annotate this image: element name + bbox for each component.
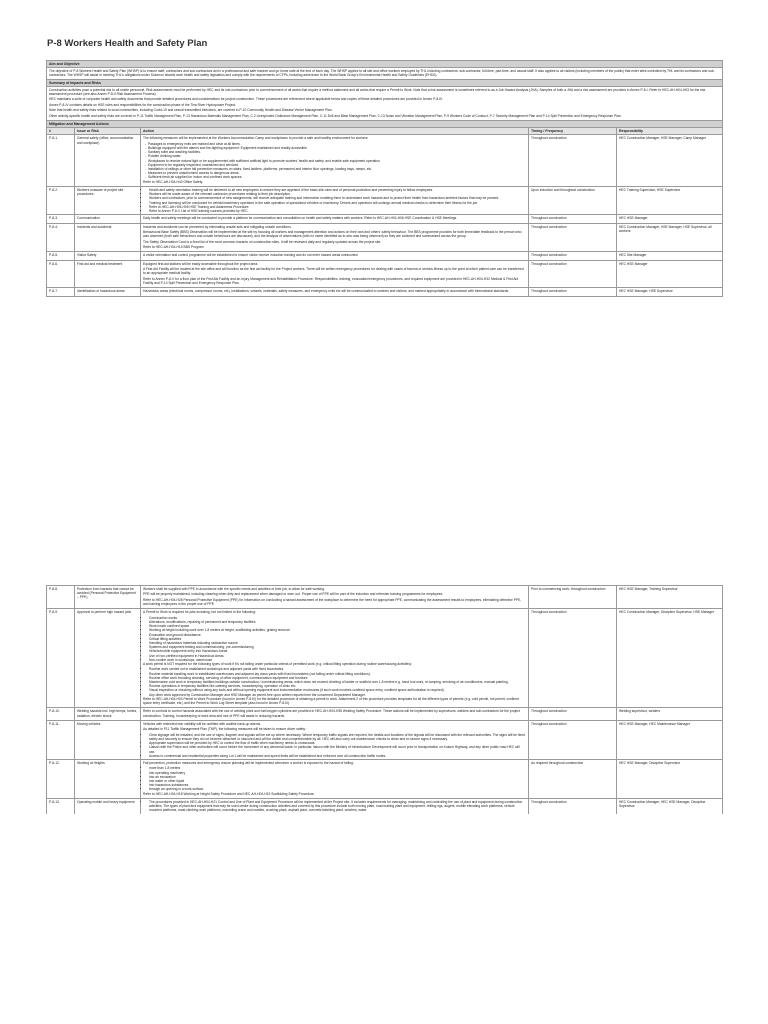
- table-row: [47, 799, 723, 814]
- action-intro: As detailed in P11 Traffic Management Plan (TMP), the following measures will be taken to ensure driver safety:: [143, 727, 306, 732]
- table-row: [47, 186, 723, 214]
- table-row: [47, 252, 723, 260]
- action-list: [143, 733, 526, 758]
- row-number: P-8-11.: [47, 721, 75, 760]
- action-list-item: • through an opening in a work surface.: [149, 787, 526, 791]
- row-responsibility: HEC Construction Manager, HSE Manager, Camp Manager: [617, 135, 723, 187]
- row-number: P-8-9.: [47, 609, 75, 708]
- action-list-item: - Installation of railings or other fall prevention measures on stairs, fixed ladders, platforms, permanent and interim floor openings, loading bays, ramps, etc.: [151, 167, 526, 171]
- action-list-item: • Vehicle/mobile equipment entry into Hazardous Areas: [149, 649, 526, 653]
- row-issue: General safety (office, accommodation and workplace): [75, 135, 141, 187]
- row-timing: Throughout construction: [529, 288, 617, 296]
- row-timing: Throughout construction: [529, 215, 617, 223]
- row-issue: Workers unaware of project site procedures: [75, 186, 141, 214]
- row-timing: Throughout construction: [529, 708, 617, 721]
- action-paragraph: Refer to HEC-AH-H04-H28 Personal Protective Equipment (PPE) for information on conducting a hazard assessment of the workplace to determine the need for appropriate PPE, communicating the assessment results to employees, eliminating defective PPE, and training employees in the proper use of PPE.: [143, 597, 522, 606]
- table-row: [47, 215, 723, 223]
- row-action: [141, 215, 529, 223]
- action-list: [143, 766, 526, 791]
- row-action: [141, 260, 529, 288]
- column-header: Timing / Frequency: [529, 128, 617, 135]
- row-issue: Welding hazards incl. high temps, fumes, radiation, electric shock: [75, 708, 141, 721]
- action-paragraph: Workers shall be supplied with PPE in accordance with the specific needs and activities of their job, to allow for safe working.: [143, 587, 325, 591]
- column-header: Issue or Risk: [75, 128, 141, 135]
- column-header: Responsibility: [617, 128, 723, 135]
- row-timing: Throughout construction: [529, 252, 617, 260]
- action-text: Hazardous areas (electrical rooms, compressor rooms, etc), installations, vessels, materials, safety measures, and emergency exits etc will be communicated to workers and visitors, and marked appropriately in accordance with international standards.: [143, 289, 510, 294]
- row-timing: Throughout construction: [529, 260, 617, 288]
- action-list-item: • Critical lifting activities: [149, 637, 526, 641]
- action-list-item: • Routine material handling work in established warehouses and adjacent lay down yards with fixed boundaries (not falling under critical lifting conditions).: [149, 672, 526, 676]
- action-list-item: - Sanitary toilet and washing facilities.: [151, 150, 526, 154]
- row-timing: Throughout construction: [529, 721, 617, 760]
- row-action: [141, 252, 529, 260]
- table-row: [47, 223, 723, 252]
- row-number: P-8-5.: [47, 252, 75, 260]
- action-list-item: • Refer to HEC-AH-H04-H05 HSE Training and Awareness Procedure.: [149, 205, 526, 209]
- row-responsibility: HEC Construction Manager, HEC HSE Manager, Discipline Supervisor: [617, 799, 723, 814]
- row-timing: Throughout construction: [529, 135, 617, 187]
- action-list-item: • Construction works: [149, 616, 526, 620]
- table-row: [47, 288, 723, 296]
- row-number: P-8-3.: [47, 215, 75, 223]
- action-paragraph: A First Aid Facility will be located at the site office and will function as the first aid facility for the Project workers. There will be written emergency procedures for dealing with cases of trauma or serious illness up to the point at which patient care can be transferred to an appropriate medical facility.: [143, 267, 524, 276]
- summary-paragraph: HEC maintains a suite of corporate health and safety documents that provide detailed procedures and considerations for project construction. These procedures are referenced where applicable below and copies of these detailed procedures are provided in Annex P-8-III.: [49, 97, 443, 102]
- action-list-item: - Sufficient fresh air supplied for indoor and confined work spaces.: [151, 175, 526, 179]
- action-list-item: - Potable drinking water.: [151, 154, 526, 158]
- action-list-item: • Workers will be made aware of the relevant contractor procedures relating to their job description.: [149, 192, 526, 196]
- table-row: [47, 609, 723, 708]
- action-list-item: - Workplaces to receive natural light or be supplemented with sufficient artificial light to promote workers' health and safety, and enable safe equipment operation: [151, 159, 526, 163]
- action-list-item: • Use of non-certified equipment in Hazardous Areas: [149, 654, 526, 658]
- summary-paragraph: Other activity-specific health and safety risks are covered in P-11 Traffic Management Plan, P-13 Hazardous Materials Management Plan, C-2 Unexploded Ordinance Management Plan, C-11 Drill and Blast Management Plan, C-13 Noise and Vibration Management Plan, P-9 Workers Code of Conduct, P-7 Security Management Plan and P-14 Spill Prevention and Emergency Response Plan.: [49, 113, 622, 118]
- action-list-item: • Refer to Annex P-8-V List of HSE training courses provided by HEC.: [149, 209, 526, 213]
- action-list-item: • Excavation and ground disturbance: [149, 633, 526, 637]
- action-text: Refer to controls to control hazards associated with the use of welding plant and fuel/oxygen cylinders are provided in HEC-AH-H04-H35 Welding Safety Procedure. These actions will be implemented by supervisors, welders and sub-contractors for the project construction. Training, housekeeping of work area and use of PPE will assist in reducing hazards.: [143, 709, 520, 718]
- action-list-item: • Non-routine work in workshops, warehouse: [149, 658, 526, 662]
- section-heading-summary: Summary of Impacts and Risks: [47, 79, 723, 86]
- document-page-1: [46, 38, 722, 297]
- row-responsibility: HEC HSE Manager: [617, 215, 723, 223]
- action-text: Daily health and safety meetings will be conducted to provide a platform for communication and consultation on health and safety matters with workers. Refer to HEC-AH-H04-H06 HSE Coordination & HSE Meetings.: [143, 216, 458, 221]
- action-list: [143, 616, 526, 662]
- column-header: Action: [141, 128, 529, 135]
- action-intro: A Permit to Work is required for jobs including, but not limited to the following:: [143, 610, 256, 615]
- action-list-item: • The procedures provided in HEC-AH-H04-H21 Control and Use of Plant and Equipment Procedure will be implemented at the Project site. It includes requirements for managing, maintaining and controlling the use of plant and equipment during construction activities. The types of plant and equipment that may be used onsite during construction activities and covered by this procedure include both moving plant, road making plant and equipment, drilling rigs, augers, mobile elevating work platforms, vehicle mounted platforms, mast climbing work platforms, manriding crane and cradles, crushing plant, asphalt plant, concrete batching plant, winches, water: [149, 800, 526, 813]
- table-row: [47, 760, 723, 799]
- table-row: [47, 708, 723, 721]
- column-header-row: [47, 128, 723, 135]
- action-list-item: • Systems and equipment testing and commissioning, pre-commissioning: [149, 645, 526, 649]
- row-issue: Approval to perform high hazard jobs: [75, 609, 141, 708]
- summary-paragraph: Construction activities pose a potential risk to all onsite personnel. Risk assessments must be performed by HEC and its sub-contractors prior to commencement of all works that require a method statement and all works that require a Permit to Work. Note that a risk assessment is sometimes referred to as a Job Hazard Analysis (JHA). Samples of both a JHA and a risk assessment are provided in Annex P-8-I. Refer to HEC-AH-H04-H03 for the risk assessment procedure (see also Annex P-8-II Risk Assessment Process).: [49, 87, 706, 97]
- row-timing: As required throughout construction: [529, 760, 617, 799]
- row-responsibility: HEC Training Supervisor, HSE Supervisor: [617, 186, 723, 214]
- action-list-item: • Working at height including work over 1.8 meters at height, scaffolding activities, grating removal: [149, 628, 526, 632]
- plan-table-continued: [46, 585, 723, 814]
- row-responsibility: HEC HSE Manager: [617, 260, 723, 288]
- table-row: [47, 260, 723, 288]
- action-list: [143, 142, 526, 180]
- action-paragraph: Behavioural Base Safety (BBS) Observation will be implemented at the site by focusing all workers and management attention and actions on their own and others' safety behaviour. The BBS programme provides for both immediate feedback to the person who was observed (both safe behaviours and unsafe behaviours are discussed), and the analysis of observations (with no name identified as to who was being observed) so they are collected and summarized across the group.: [143, 229, 522, 239]
- row-number: P-8-2.: [47, 186, 75, 214]
- row-action: [141, 609, 529, 708]
- row-number: P-8-8.: [47, 586, 75, 609]
- row-responsibility: HEC HSE Manager, HSE Supervisor: [617, 288, 723, 296]
- action-paragraph: Refer to HEC-AH-H04-H15 BBS Program: [143, 244, 204, 249]
- row-responsibility: HEC Construction Manager, Discipline Supervisor, HSE Manager: [617, 609, 723, 708]
- row-number: P-8-12.: [47, 760, 75, 799]
- action-list-item: • Any other work approved by Construction Manager and HSE Manager as permit-free upon written request from the concerned Department Manager.: [149, 693, 526, 697]
- action-list-item: • Workers and contractors, prior to commencement of new assignments, will receive adequate training and information enabling them to understand work hazards and to protect their health from hazardous ambient factors that may be present.: [149, 196, 526, 200]
- action-list-item: • Routine work carried out in established workshops and adjacent yards with fixed boundaries.: [149, 667, 526, 671]
- action-paragraph: The Safety Observation Card is a fixed list of the most common hazards on construction sites. It will be reviewed daily and regularly updated across the project site.: [143, 239, 382, 244]
- row-timing: Throughout construction: [529, 799, 617, 814]
- row-timing: Throughout construction: [529, 223, 617, 252]
- section-heading-mitigation: Mitigation and Management Actions: [47, 120, 723, 127]
- action-reference: Refer to HEC-AH-H04-H04 Permit to Work Procedure (found in Annex P-8-III) for the detailed procedure of obtaining a permit to work. Attachment 2 of this procedure provides templates for all the different types of permits (e.g. cold permit, hot permit, confined space entry certificate, etc.) and the Permit to Work Log Sheet template (also found in Annex P-8-III).: [143, 696, 519, 706]
- action-list-item: • Alterations, modifications, repairing of permanent and temporary facilities: [149, 620, 526, 624]
- row-responsibility: HEC HSE Manager, Training Supervisor: [617, 586, 723, 609]
- row-responsibility: HEC HSE Manager, HEC Maintenance Manager: [617, 721, 723, 760]
- row-action: [141, 586, 529, 609]
- row-number: P-8-6.: [47, 260, 75, 288]
- action-list-item: • into an excavation: [149, 775, 526, 779]
- row-timing: Upon induction and throughout construction: [529, 186, 617, 214]
- row-issue: Visitor Safety: [75, 252, 141, 260]
- row-timing: Throughout construction: [529, 609, 617, 708]
- plan-table: [46, 60, 723, 297]
- row-timing: Prior to commencing work; throughout construction: [529, 586, 617, 609]
- row-number: P-8-4.: [47, 223, 75, 252]
- action-list: [143, 800, 526, 813]
- page-title: P-8 Workers Health and Safety Plan: [47, 38, 208, 49]
- row-action: [141, 288, 529, 296]
- action-paragraph: Refer to Annex P-8-V for a floor plan of the First Aid Facility and an Injury Management and Rehabilitation Procedure. Responsibilities, training, evacuation/emergency procedures, and required equipment are provided in HEC-AH-H04-H32 Medical & First Aid Facility and P-14 Spill Prevention and Emergency Response Plan.: [143, 276, 519, 285]
- summary-text: [47, 86, 723, 120]
- row-issue: Communication: [75, 215, 141, 223]
- action-list-item: • into operating machinery: [149, 771, 526, 775]
- row-responsibility: HEC Site Manager: [617, 252, 723, 260]
- action-list-item: • Handling of hazardous materials including radioactive source: [149, 641, 526, 645]
- row-number: P-8-10.: [47, 708, 75, 721]
- action-list: [143, 667, 526, 696]
- action-paragraph: Incidents and accidents can be prevented by eliminating unsafe acts and mitigating unsafe conditions.: [143, 224, 292, 229]
- action-list-item: • Visual inspection or checking without using any tools and without opening equipment and instrumentation enclosures (if such work involves confined space entry, confined space authorization is required).: [149, 688, 526, 692]
- summary-paragraph: Note that health and safety risks related to local communities, including Covid-19 and sexual transmitted infections, are covered in P-10 Community Health and Disease Vector Management Plan.: [49, 108, 333, 113]
- row-issue: First aid and medical treatment: [75, 260, 141, 288]
- row-action: [141, 708, 529, 721]
- row-action: [141, 760, 529, 799]
- row-action: [141, 223, 529, 252]
- action-list-item: • into hazardous substances: [149, 783, 526, 787]
- action-intro: Fall prevention, protection measures and emergency rescue planning will be implemented whenever a worker is exposed to the hazard of falling:: [143, 761, 354, 765]
- action-list-item: • Appropriate supervision will be provided by HEC to control the flow of traffic when machinery needs to crossroads.: [149, 741, 526, 745]
- action-list-item: - Buildings equipped with fire alarms and fire-fighting equipment. Equipment maintained and readily accessible.: [151, 146, 526, 150]
- row-action: [141, 721, 529, 760]
- action-list-item: • more than 1.8 meters: [149, 766, 526, 770]
- document-page-2: [46, 585, 722, 814]
- section-heading-aim: Aim and Objective: [47, 61, 723, 68]
- summary-paragraph: Annex P-8-IV contains details on HSE roles and responsibilities for the construction phase of the Tina River Hydropower Project.: [49, 102, 237, 107]
- action-list-item: - Passages to emergency exits are marked and clear at all times.: [151, 142, 526, 146]
- action-reference: Refer to HEC-AH-H04-H18 Working at Height Safety Procedure and HEC-AH-H04-H19 Scaffolding Safety Procedure.: [143, 791, 315, 796]
- row-issue: Moving vehicles: [75, 721, 141, 760]
- row-number: P-8-1.: [47, 135, 75, 187]
- action-list-item: • Work inside confined space: [149, 624, 526, 628]
- action-list-item: • Training and licensing will be conducted for vehicle/machinery operators in the safe operation of specialized vehicles or machinery. Drivers and operators will undergo annual medical checks to determine their fitness for the job.: [149, 201, 526, 205]
- table-row: [47, 586, 723, 609]
- row-responsibility: HEC HSE Manager, Discipline Supervisor: [617, 760, 723, 799]
- row-issue: Protection from hazards that cannot be avoided (Personal Protective Equipment – PPE): [75, 586, 141, 609]
- action-list-item: • Clear signage will be installed, and the use of signs, flagmen and signals will be set up where necessary. Where temporary traffic signals are required, the details and locations of the signals will be discussed with the relevant authorities. The signs will be fixed safely and securely to ensure they do not become detached or obscured and will be visible and comprehensible by all. HEC will also carry out maintenance checks to clean and re-secure signs if necessary.: [149, 733, 526, 741]
- aim-text: The objective of P-8 Workers Health and Safety Plan (WHSP) is to ensure staff, contractors and sub-contractors act in a professional and safe manner and go home safe at the end of each day. The WHSP applies to all site and office workers employed by THL including contractors, sub-contractor, full-time, part-time, and casual staff. It also applies to all visitors (including members of the public) that enter sites controlled by THL and its contractors and sub-contractors. The WHSP will assist in meeting THL's obligations under Solomon Islands work health and safety legislation and comply with the requirements of CFPs, including adherence to the World Bank Group's Environmental Health and Safety Guidelines (EHSG).: [47, 68, 723, 79]
- action-list-item: • Access to commercial and residential properties along Lot 1 will be maintained and speed limits will be established and enforced over all construction traffic routes.: [149, 754, 526, 758]
- action-text: A work permit is NOT required for the following types of work if it's not falling under particular criteria of permitted work (e.g. critical lifting operation during routine warehousing activities):: [143, 662, 413, 666]
- row-issue: Operating mobile and heavy equipment: [75, 799, 141, 814]
- action-reference: Refer to HEC-AH-H04-H40 Office Safety.: [143, 179, 203, 184]
- action-list-item: • Health and safety orientation training will be delivered to all new employees to ensure they are apprised of the basic site rules and of personal protection and preventing injury to fellow employees.: [149, 188, 526, 192]
- action-paragraph: PPE will be properly maintained, including cleaning when dirty and replacement when damaged or worn out. Proper use of PPE will be part of the induction and refresher training programmes for employees.: [143, 592, 444, 597]
- action-intro: Vehicles with restricted rear visibility will be outfitted with audible back-up alarms.: [143, 722, 262, 726]
- action-list-item: • Routine office work including cleaning, servicing of office equipment, communication equipment and furniture.: [149, 676, 526, 680]
- action-list-item: - Equipment to be regularly inspected, maintained and serviced.: [151, 163, 526, 167]
- row-action: [141, 135, 529, 187]
- action-paragraph: Equipped first-aid stations will be easily accessible throughout the project area.: [143, 261, 259, 266]
- row-responsibility: Welding supervisor, welders: [617, 708, 723, 721]
- table-row: [47, 135, 723, 187]
- row-number: P-8-7.: [47, 288, 75, 296]
- row-number: P-8-13.: [47, 799, 75, 814]
- action-text: A visitor orientation and control programme will be established to ensure visitor receive induction training and do not enter hazard areas unescorted.: [143, 253, 359, 258]
- action-list-item: - Measures to prevent unauthorized access to dangerous areas.: [151, 171, 526, 175]
- row-issue: Identification of hazardous areas: [75, 288, 141, 296]
- row-issue: Working at Heights: [75, 760, 141, 799]
- action-list-item: • Liaison with the Police and other authorities will occur before the movement of any abnormal loads. In particular, liaison with the Ministry of Infrastructure Development will occur prior to transportation on Kukum Highway, and any other public road HEC will use.: [149, 745, 526, 753]
- action-list: [143, 188, 526, 213]
- row-action: [141, 799, 529, 814]
- action-intro: The following measures will be implemented at the Workers Accommodation Camp and workplaces to provide a safe and healthy environment for workers:: [143, 136, 369, 141]
- row-action: [141, 186, 529, 214]
- action-list-item: • into water or other liquid: [149, 779, 526, 783]
- row-issue: Incidents and accidents: [75, 223, 141, 252]
- action-list-item: • Routine operations in temporary facilities like catering services, housekeeping, operation of clinic etc.: [149, 684, 526, 688]
- row-responsibility: HEC Construction Manager, HSE Manager, HSE Supervisor, all workers: [617, 223, 723, 252]
- column-header: #: [47, 128, 75, 135]
- table-row: [47, 721, 723, 760]
- action-list-item: • Maintenance cold work in temporary facilities buildings outside construction / commissioning areas, which does not exceed climbing of ladder or scaffold over 1.8 meters e.g. hand tool work, re-lamping, servicing of air conditioners, manual painting.: [149, 680, 526, 684]
